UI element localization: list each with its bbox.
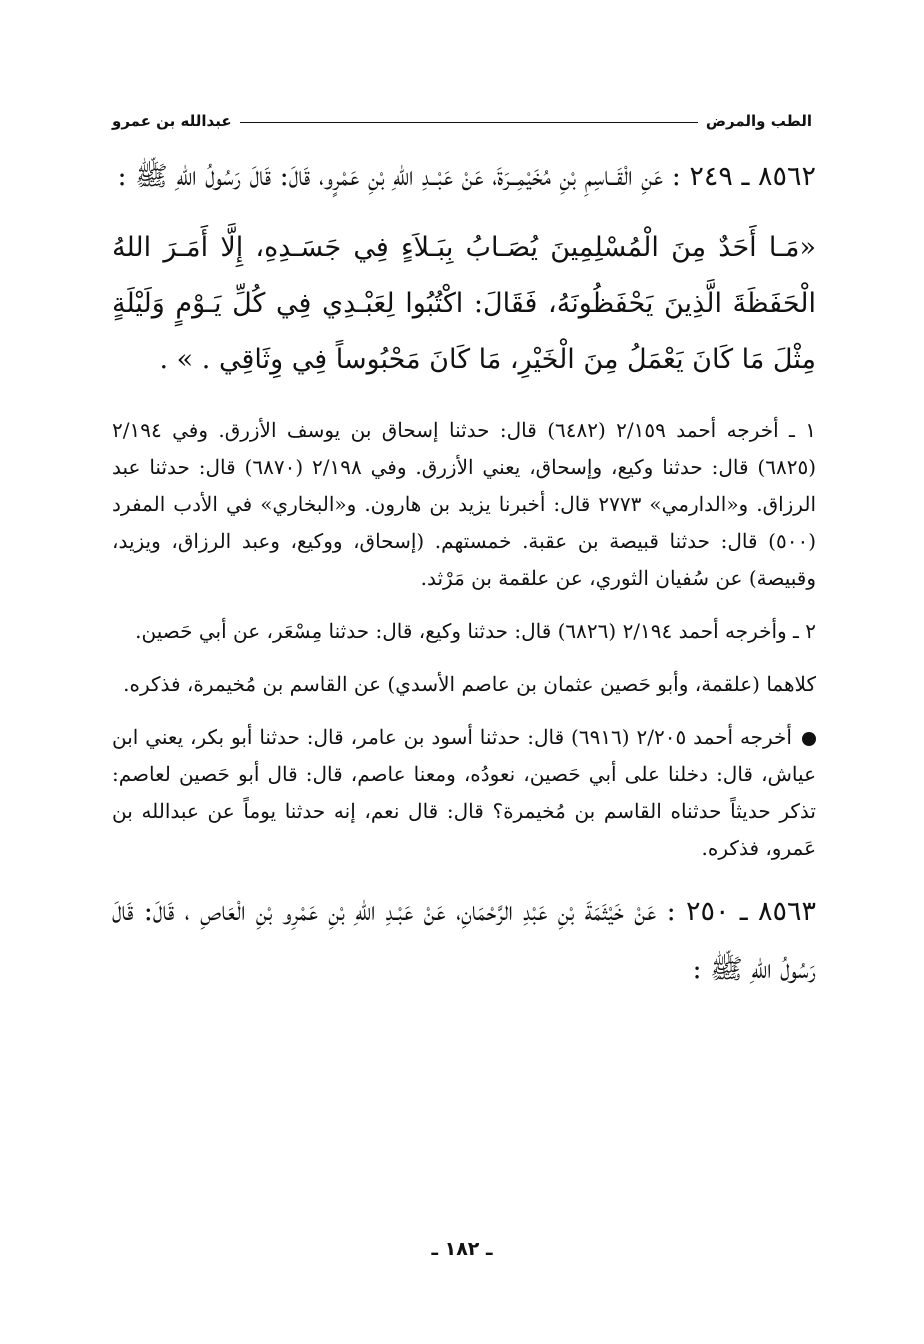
bullet-icon: [802, 732, 816, 746]
page-content: [112, 148, 816, 1013]
hadith-text-8562: «مَـا أَحَدٌ مِنَ الْمُسْلِمِينَ يُصَـابُ بِبَـلاَءٍ فِي جَسَـدِهِ، إِلَّا أَمَـرَ اللهُ الْحَفَظَةَ الَّذِينَ يَحْفَظُونَهُ، فَقَالَ: اكْتُبُوا لِعَبْـدِي فِي كُلِّ يَـوْمٍ وَلَيْلَةٍ مِثْلَ مَا كَانَ يَعْمَلُ مِنَ الْخَيْرِ، مَا كَانَ مَحْبُوساً فِي وِثَاقِي . » .: [112, 232, 816, 375]
hadith-heading-8563: ٨٥٦٣ ـ ٢٥٠ : عَنْ خَيْثَمَةَ بْنِ عَبْدِ الرَّحْمَانِ، عَنْ عَبْـدِ اللهِ بْنِ عَمْرِو بْنِ الْعَاصِ ، قَالَ: قَالَ رَسُولُ اللهِ ﷺ :: [112, 896, 816, 985]
takhrij-note-3: كلاهما (علقمة، وأبو حَصين عثمان بن عاصم الأسدي) عن القاسم بن مُخيمرة، فذكره.: [123, 672, 816, 696]
takhrij-note-2: ٢ ـ وأخرجه أحمد ٢/١٩٤ (٦٨٢٦) قال: حدثنا وكيع، قال: حدثنا مِسْعَر، عن أبي حَصين.: [135, 619, 816, 643]
takhrij-note-1: ١ ـ أخرجه أحمد ٢/١٥٩ (٦٤٨٢) قال: حدثنا إسحاق بن يوسف الأزرق. وفي ٢/١٩٤ (٦٨٢٥) قال: حدثنا وكيع، وإسحاق، يعني الأزرق. وفي ٢/١٩٨ (٦٨٧٠) قال: حدثنا عبد الرزاق. و«الدارمي» ٢٧٧٣ قال: أخبرنا يزيد بن هارون. و«البخاري» في الأدب المفرد (٥٠٠) قال: حدثنا قبيصة بن عقبة. خمستهم. (إسحاق، ووكيع، وعبد الرزاق، ويزيد، وقبيصة) عن سُفيان الثوري، عن علقمة بن مَرْثد.: [112, 418, 817, 590]
book-title: الطب والمرض: [705, 112, 812, 130]
hadith-heading-8562: ٨٥٦٢ ـ ٢٤٩ : عَنِ الْقَــاسِمِ بْنِ مُخَيْمِــرَةَ، عَنْ عَبْــدِ اللهِ بْنِ عَمْرٍو، قَالَ: قَالَ رَسُولُ اللهِ ﷺ :: [117, 161, 816, 192]
header-rule: [240, 122, 698, 123]
page-number: ـ ١٨٢ ـ: [431, 1238, 493, 1260]
running-header: [112, 100, 812, 130]
extra-note: [112, 719, 816, 867]
companion-name: عبدالله بن عمرو: [112, 112, 232, 130]
extra-note-text: أخرجه أحمد ٢/٢٠٥ (٦٩١٦) قال: حدثنا أسود بن عامر، قال: حدثنا أبو بكر، يعني ابن عياش، قال: دخلنا على أبي حَصين، نعودُه، ومعنا عاصم، قال: قال أبو حَصين لعاصم: تذكر حديثاً حدثناه القاسم بن مُخيمرة؟ قال: قال نعم، إنه حدثنا يوماً عن عبدالله بن عَمرو، فذكره.: [112, 725, 816, 860]
